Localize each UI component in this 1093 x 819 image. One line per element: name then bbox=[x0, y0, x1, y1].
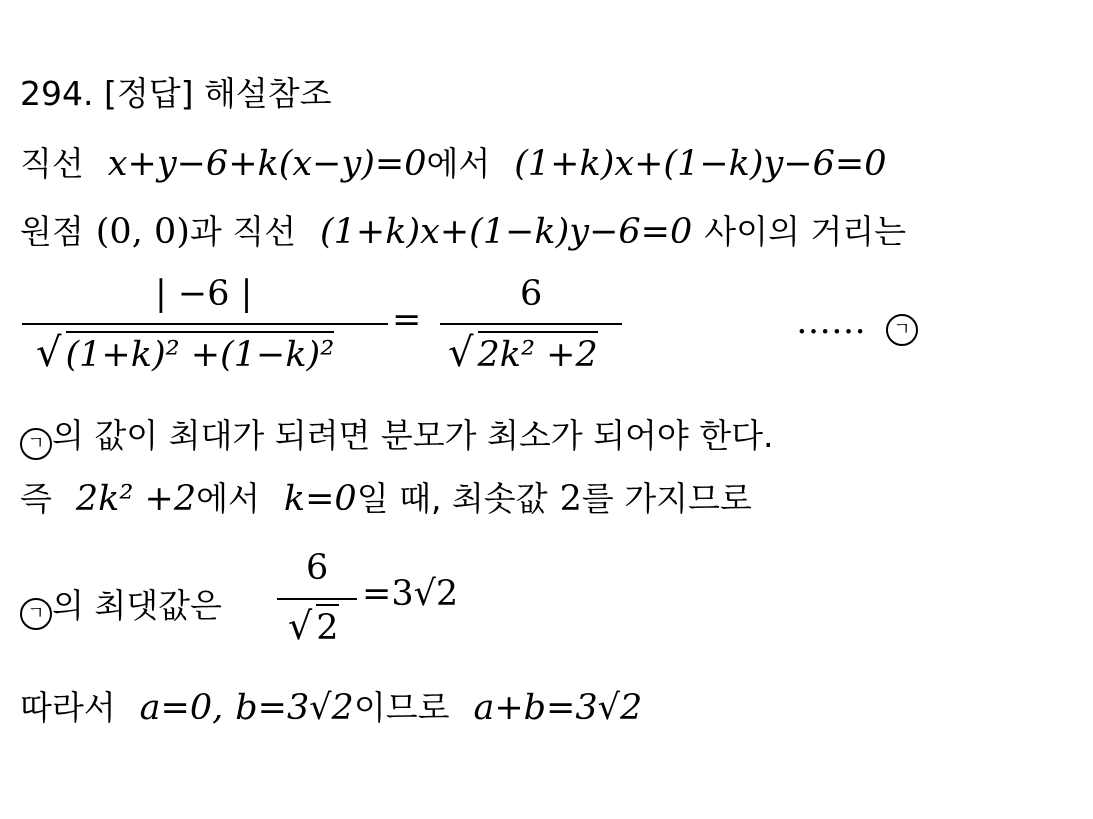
marker-1 bbox=[886, 312, 918, 344]
sqrt-symbol-2: √ bbox=[448, 330, 474, 376]
fraction2-denominator bbox=[448, 330, 598, 376]
line2-suffix: 사이의 거리는 bbox=[704, 212, 907, 251]
sqrt-symbol-3: √ bbox=[288, 604, 313, 648]
sum-equation: a+b=3√2 bbox=[473, 688, 643, 728]
line6-result: =3√2 bbox=[362, 574, 459, 614]
line2-prefix: 원점 bbox=[20, 212, 84, 251]
circled-giyeok-icon: ㄱ bbox=[20, 428, 52, 460]
title-text: 294. [정답] 해설참조 bbox=[20, 74, 332, 113]
fraction2-radicand: 2k² +2 bbox=[478, 331, 598, 375]
line5-expression: 2k² +2 bbox=[75, 479, 197, 519]
equals-sign: = bbox=[392, 300, 422, 340]
fraction2-bar bbox=[440, 323, 622, 325]
solution-line-4 bbox=[20, 410, 773, 458]
solution-line-7 bbox=[20, 682, 642, 729]
fraction3-denominator bbox=[288, 604, 339, 648]
line5-value: 2 bbox=[559, 479, 582, 519]
line1-equation-2: (1+k)x+(1−k)y−6=0 bbox=[514, 144, 887, 184]
b-equation: b=3√2 bbox=[235, 688, 354, 728]
solution-line-1 bbox=[20, 138, 887, 185]
solution-line-5 bbox=[20, 473, 752, 520]
line5-suffix1: 일 때, 최솟값 bbox=[356, 479, 548, 518]
line1-prefix: 직선 bbox=[20, 144, 84, 183]
solution-line-6 bbox=[20, 580, 222, 628]
line1-equation-1: x+y−6+k(x−y)=0 bbox=[107, 144, 427, 184]
line1-mid: 에서 bbox=[426, 144, 491, 183]
line4-text: 의 값이 최대가 되려면 분모가 최소가 되어야 한다. bbox=[52, 416, 774, 455]
solution-line-2 bbox=[20, 206, 906, 253]
circled-giyeok-icon: ㄱ bbox=[886, 314, 918, 346]
fraction1-bar bbox=[22, 323, 388, 325]
line5-prefix: 즉 bbox=[20, 479, 52, 518]
line7-mid: 이므로 bbox=[353, 688, 450, 727]
line7-prefix: 따라서 bbox=[20, 688, 116, 727]
problem-title bbox=[20, 68, 331, 115]
line5-suffix2: 를 가지므로 bbox=[581, 479, 752, 518]
a-equation: a=0, bbox=[139, 688, 224, 728]
fraction1-numerator: | −6 | bbox=[155, 274, 253, 314]
fraction3-numerator: 6 bbox=[306, 548, 329, 588]
sqrt-symbol: √ bbox=[36, 330, 62, 376]
circled-giyeok-icon: ㄱ bbox=[20, 598, 52, 630]
fraction2-numerator: 6 bbox=[520, 274, 543, 314]
fraction3-bar bbox=[277, 598, 357, 600]
line5-mid: 에서 bbox=[196, 479, 260, 518]
fraction1-radicand: (1+k)² +(1−k)² bbox=[66, 331, 335, 375]
line2-mid: 과 직선 bbox=[189, 212, 296, 251]
line2-equation: (1+k)x+(1−k)y−6=0 bbox=[320, 212, 693, 252]
dots: …… bbox=[796, 302, 866, 342]
origin-point: (0, 0) bbox=[95, 212, 190, 252]
fraction1-denominator bbox=[36, 330, 334, 376]
line5-condition: k=0 bbox=[283, 479, 357, 519]
line6-text: 의 최댓값은 bbox=[52, 586, 222, 625]
fraction3-radicand: 2 bbox=[316, 604, 338, 648]
